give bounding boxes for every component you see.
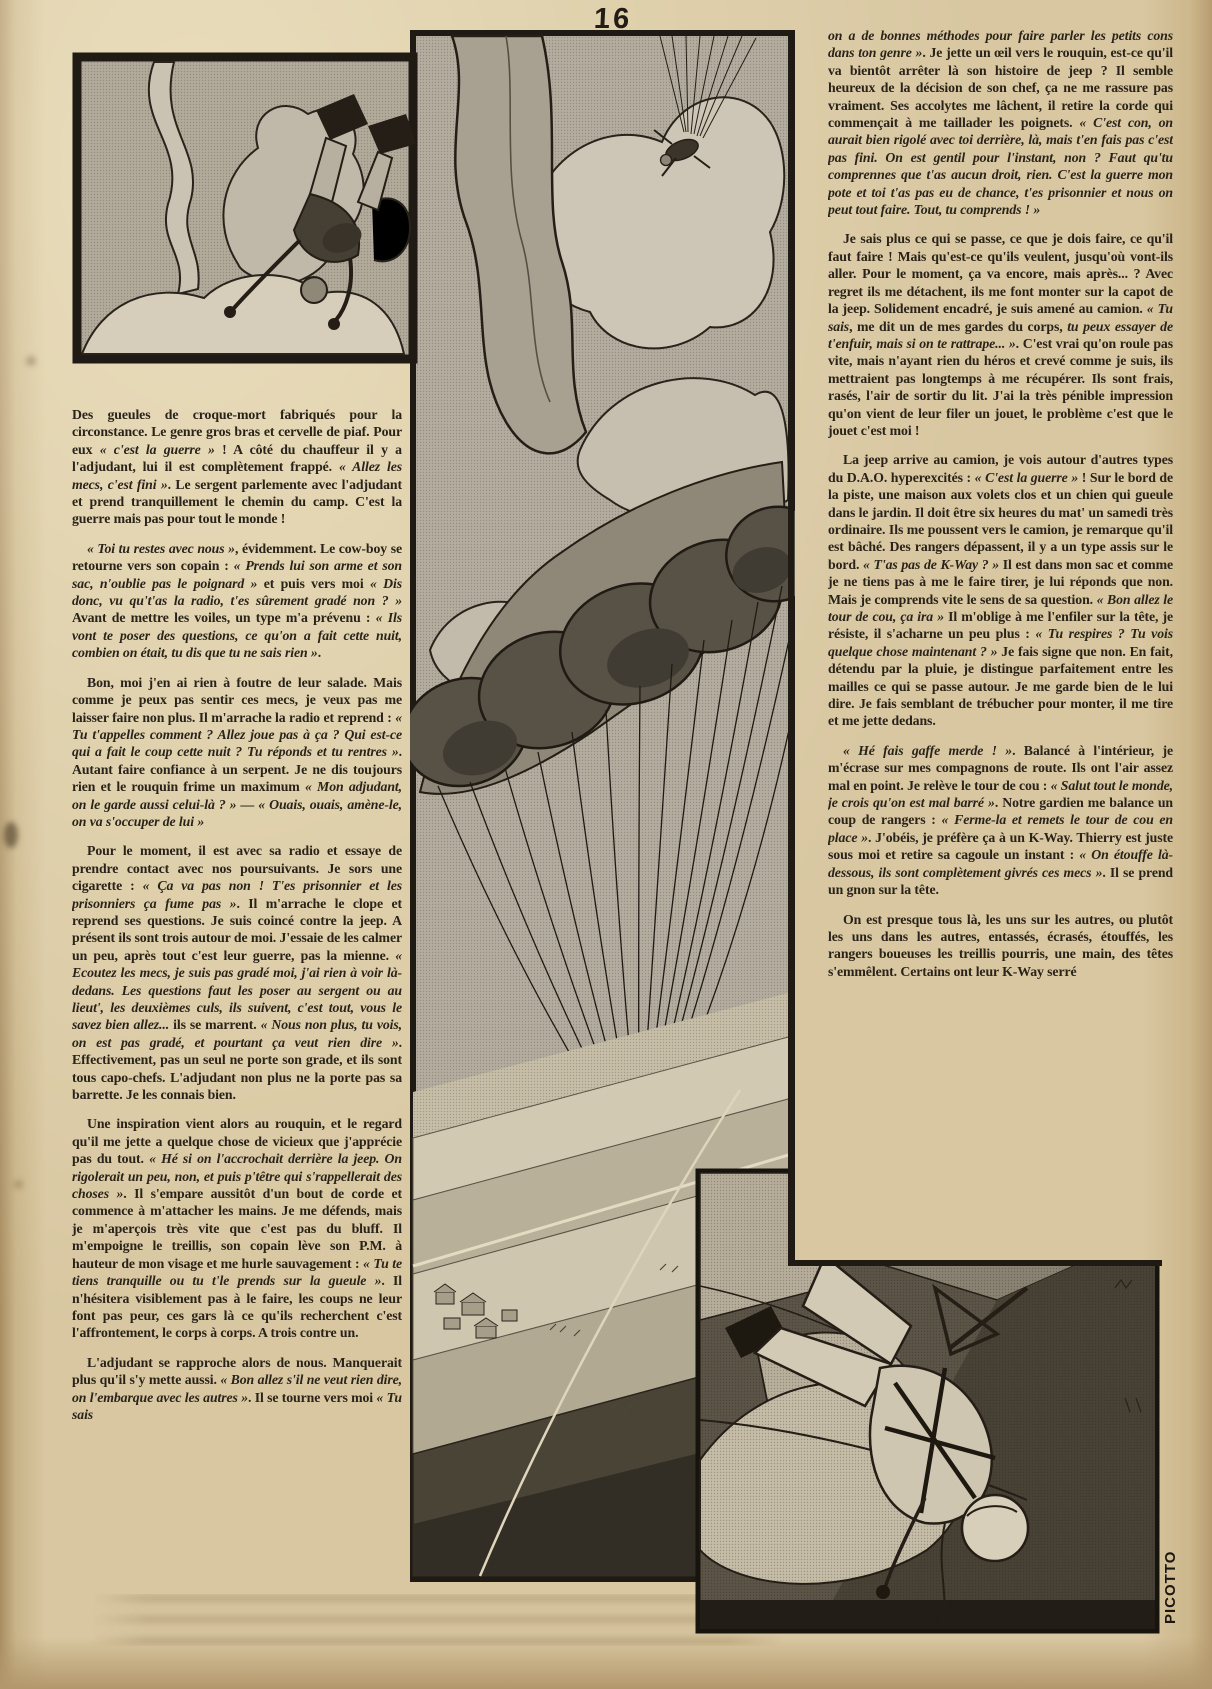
paper-stain xyxy=(14,1180,23,1189)
page-number: 16 xyxy=(593,3,634,35)
narration-text: Je fais signe que non. En fait, détendu par la pluie, je distingue parfaitement entre les mailles ce qui se passe autour. Je me garde bien de le lui dire. Je fais semblant de trébucher pour monter, il me tire et me jette dedans. xyxy=(828,643,1173,729)
narration-text: . Balancé à l'intérieur, je m'écrase sur mes compagnons de route. Ils ont l'air assez mal en point. Je relève le tour de cou : xyxy=(828,742,1173,793)
narration-text: ! A côté du chauffeur il y a l'adjudant, lui il est complètement frappé. xyxy=(72,441,402,475)
narration-text: Pour le moment, il est avec sa radio et essaye de prendre contact avec nos poursuivants. Je sors une cigarette : xyxy=(72,843,402,894)
dialogue-quote: tu peux essayer de t'enfuir, mais si on te rattrape... » xyxy=(828,318,1173,351)
right-text-column xyxy=(828,27,1173,1255)
dialogue-quote: « On étouffe là-dessous, ils sont complètement givrés ces mecs » xyxy=(828,847,1173,880)
paragraph xyxy=(828,742,1173,899)
dialogue-quote: « Tu respires ? Tu vois quelque chose maintenant ? » xyxy=(828,626,1173,659)
narration-text: . Il se tourne vers moi xyxy=(248,1389,377,1405)
narration-text: . Il s'empare aussitôt d'un bout de corde et commence à m'attacher les mains. Je me défends, mais je m'aperçois très vite que c'est pas du bluff. Il m'empoigne le treillis, son copain lève son P.M. à hauteur de mon visage et me hurle sauvagement : xyxy=(72,1186,402,1271)
narration-text: . Il se prend un gnon sur la tête. xyxy=(828,864,1173,898)
narration-text: . Il n'hésitera visiblement pas à le faire, les coups ne leur font pas peur, ces gars là ce qu'ils recherchent c'est l'affrontement, le corps à corps. A trois contre un. xyxy=(72,1273,402,1341)
narration-text: . Il m'arrache le clope et reprend ses questions. Je suis coincé contre la jeep. A présent ils sont trois autour de moi. J'essaie de les calmer un peu, après tout c'est leur guerre, pas la mienne. xyxy=(72,895,402,963)
artist-signature: PICOTTO xyxy=(1162,1550,1179,1624)
narration-text: et puis vers moi xyxy=(257,575,370,591)
paragraph xyxy=(72,842,402,1103)
helmet xyxy=(962,1495,1028,1561)
narration-text: . Le sergent parlemente avec l'adjudant et prend tranquillement le chemin du camp. C'est la guerre mais pas pour tout le monde ! xyxy=(72,476,402,527)
paper-stain xyxy=(4,822,18,848)
narration-text: Bon, moi j'en ai rien à foutre de leur salade. Mais comme je peux pas sentir ces mecs, je veux pas me laisser faire non plus. Il m'arrache la radio et reprend : xyxy=(72,674,402,725)
narration-text: , me dit un de mes gardes du corps, xyxy=(849,318,1068,334)
narration-text: . Autant faire confiance à un serpent. Je ne dis toujours rien et le rouquin frime un maximum xyxy=(72,744,402,795)
narration-text: Une inspiration vient alors au rouquin, et le regard qu'il me jette a quelque chose de vicieux que j'apprécie pas du tout. xyxy=(72,1116,402,1167)
column-bottom-line xyxy=(788,1260,1162,1266)
dialogue-quote: « Toi tu restes avec nous » xyxy=(87,540,235,556)
paragraph xyxy=(828,451,1173,730)
paragraph xyxy=(72,1115,402,1341)
narration-text: . Notre gardien me balance un coup de rangers : xyxy=(828,795,1173,828)
dialogue-quote: « Tu t'appelles comment ? Allez joue pas à ça ? Qui est-ce qui a fait le coup cette nuit ? Tu réponds et tu rentres » xyxy=(72,709,402,760)
dialogue-quote: « Prends lui son arme et son sac, n'oublie pas le poignard » xyxy=(72,558,402,591)
narration-text: Il m'oblige à me l'enfiler sur la tête, je résiste, il s'acharne un peu plus : xyxy=(828,609,1173,642)
narration-text: ils se marrent. xyxy=(169,1017,261,1033)
dialogue-quote: « Allez les mecs, c'est fini » xyxy=(72,459,402,492)
dialogue-quote: « Ça va pas non ! T'es prisonnier et les prisonniers ça fume pas » xyxy=(72,878,402,911)
freefall-panel-art xyxy=(72,52,418,364)
column-divider-line xyxy=(788,30,794,1266)
dialogue-quote: « Salut tout le monde, je crois qu'on est mal barré » xyxy=(828,777,1173,811)
narration-text: , évidemment. Le cow-boy se retourne vers son copain : xyxy=(72,540,402,574)
paragraph xyxy=(72,540,402,662)
dialogue-quote: « Ecoutez les mecs, je suis pas gradé moi, j'ai rien à voir là-dedans. Les questions faut les poser au sergent ou au lieut', les deuxièmes culs, ils suivent, c'est tout, vous le savez bien allez... xyxy=(72,947,402,1033)
paragraph xyxy=(828,911,1173,981)
dialogue-quote: « Bon allez s'il ne veut rien dire, on l'embarque avec les autres » xyxy=(72,1372,402,1405)
narration-text: . Effectivement, pas un seul ne porte son grade, et ils sont tous capo-chefs. L'adjudant non plus ne la porte pas sa barrette. Je les connais bien. xyxy=(72,1034,402,1103)
dialogue-quote: « Hé si on l'accrochait derrière la jeep. On rigolerait un peu, non, et puis p'têtre qui s'rappellerait des choses » xyxy=(72,1151,402,1202)
paragraph xyxy=(72,406,402,528)
left-text-column xyxy=(72,406,402,1574)
dialogue-quote: « c'est la guerre » xyxy=(99,441,215,457)
narration-text: . J'obéis, je préfère ça à un K-Way. Thierry est juste sous moi et retire sa cagoule un instant : xyxy=(828,829,1173,863)
narration-text: L'adjudant se rapproche alors de nous. Manquerait plus qu'il s'y mette aussi. xyxy=(72,1354,402,1388)
paragraph xyxy=(72,674,402,831)
dialogue-quote: « Tu sais xyxy=(72,1389,402,1422)
narration-text: . xyxy=(317,645,322,661)
dialogue-quote: « Ils vont te poser des questions, ce qu'on a fait cette nuit, combien on était, tu dis que tu ne sais rien » xyxy=(72,610,402,661)
paragraph xyxy=(828,27,1173,218)
narration-text: . Je jette un œil vers le rouquin, est-ce qu'il va bientôt arrêter là son histoire de jeep ? Il semble heureux de la décision de son chef, ça ne me rassure pas vraiment. Ses accolytes me lâchent, il retire la corde qui commençait à me taillader les poignets. xyxy=(828,45,1173,131)
narration-text: Des gueules de croque-mort fabriqués pour la circonstance. Le genre gros bras et cervelle de piaf. Pour eux xyxy=(72,407,402,457)
dialogue-quote: « Ferme-la et remets le tour de cou en place » xyxy=(828,812,1173,845)
narration-text: Avant de mettre les voiles, un type m'a prévenu : xyxy=(72,610,376,626)
dialogue-quote: « C'est la guerre » xyxy=(974,469,1079,485)
dialogue-quote: « T'as pas de K-Way ? » xyxy=(863,556,1000,572)
narration-text: . C'est vrai qu'on roule pas vite, mais n'ayant rien du héros et crevé comme je suis, ils mettraient pas longtemps à me récupérer. Ils sont frais, rasés, l'air de sortir du lit. J'ai la très pénible impression qu'on vient de leur filer un jouet, le problème c'est que le jouet c'est moi ! xyxy=(828,335,1173,438)
narration-text: Il est dans mon sac et comme je ne tiens pas à me le faire tirer, je lui réponds que non. Mais je comprends vite le sens de sa question. xyxy=(828,556,1173,607)
dialogue-quote: « Tu sais xyxy=(828,301,1173,334)
dialogue-quote: « Mon adjudant, on le garde aussi celui-là ? » — « Ouais, ouais, amène-le, on va s'occuper de lui » xyxy=(72,779,402,829)
dialogue-quote: « Bon allez le tour de cou, ça ira » xyxy=(828,591,1173,624)
narration-text: Je sais plus ce qui se passe, ce que je dois faire, ce qu'il faut faire ! Mais qu'est-ce qu'ils veulent, jusqu'où vont-ils aller. Pour le moment, ça va encore, mais après... ? Avec regret ils me détachent, ils me font monter sur la capot de la jeep. Solidement encadré, je suis amené au camion. xyxy=(828,231,1173,317)
paragraph xyxy=(828,230,1173,439)
dialogue-quote: « C'est con, on aurait bien rigolé avec toi derrière, là, mais t'en fais pas c'est pas fini. On est gentil pour l'instant, non ? Faut qu'tu comprennes que t'as aucun droit, rien. C'est la guerre mon pote et toi t'as pas eu de chance, t'es prisonnier et nous on peut tout faire. Tout, tu comprends ! » xyxy=(828,115,1173,218)
dialogue-quote: « Hé fais gaffe merde ! » xyxy=(843,742,1013,758)
dialogue-quote: « Tu te tiens tranquille ou tu t'le prends sur la gueule » xyxy=(72,1255,402,1289)
dialogue-quote: « Dis donc, vu qu't'as la radio, t'es sûrement gradé non ? » xyxy=(72,575,402,609)
narration-text: On est presque tous là, les uns sur les autres, ou plutôt les uns dans les autres, entassés, écrasés, étouffés, les rangers boueuses les treillis pourris, une main, des têtes s'emmêlent. Certains ont leur K-Way serré xyxy=(828,911,1173,979)
narration-text: ! Sur le bord de la piste, une maison aux volets clos et un chien qui gueule dans le jardin. Il doit être six heures du mat' un samedi très ordinaire. Ils me poussent vers le camion, je remarque qu'il est bâché. Des rangers dépassent, il y a un type assis sur le bord. xyxy=(828,469,1173,572)
narration-text: La jeep arrive au camion, je vois autour d'autres types du D.A.O. hyperexcités : xyxy=(828,452,1173,485)
paper-stain xyxy=(26,356,36,366)
page-bleed-through xyxy=(92,1594,782,1646)
freefall-panel-illustration xyxy=(72,52,418,364)
paragraph xyxy=(72,1354,402,1424)
dialogue-quote: « Nous non plus, tu vois, on est pas gradé, et pourtant ça veut rien dire » xyxy=(72,1017,402,1050)
dialogue-quote: on a de bonnes méthodes pour faire parler les petits cons dans ton genre » xyxy=(828,28,1173,61)
